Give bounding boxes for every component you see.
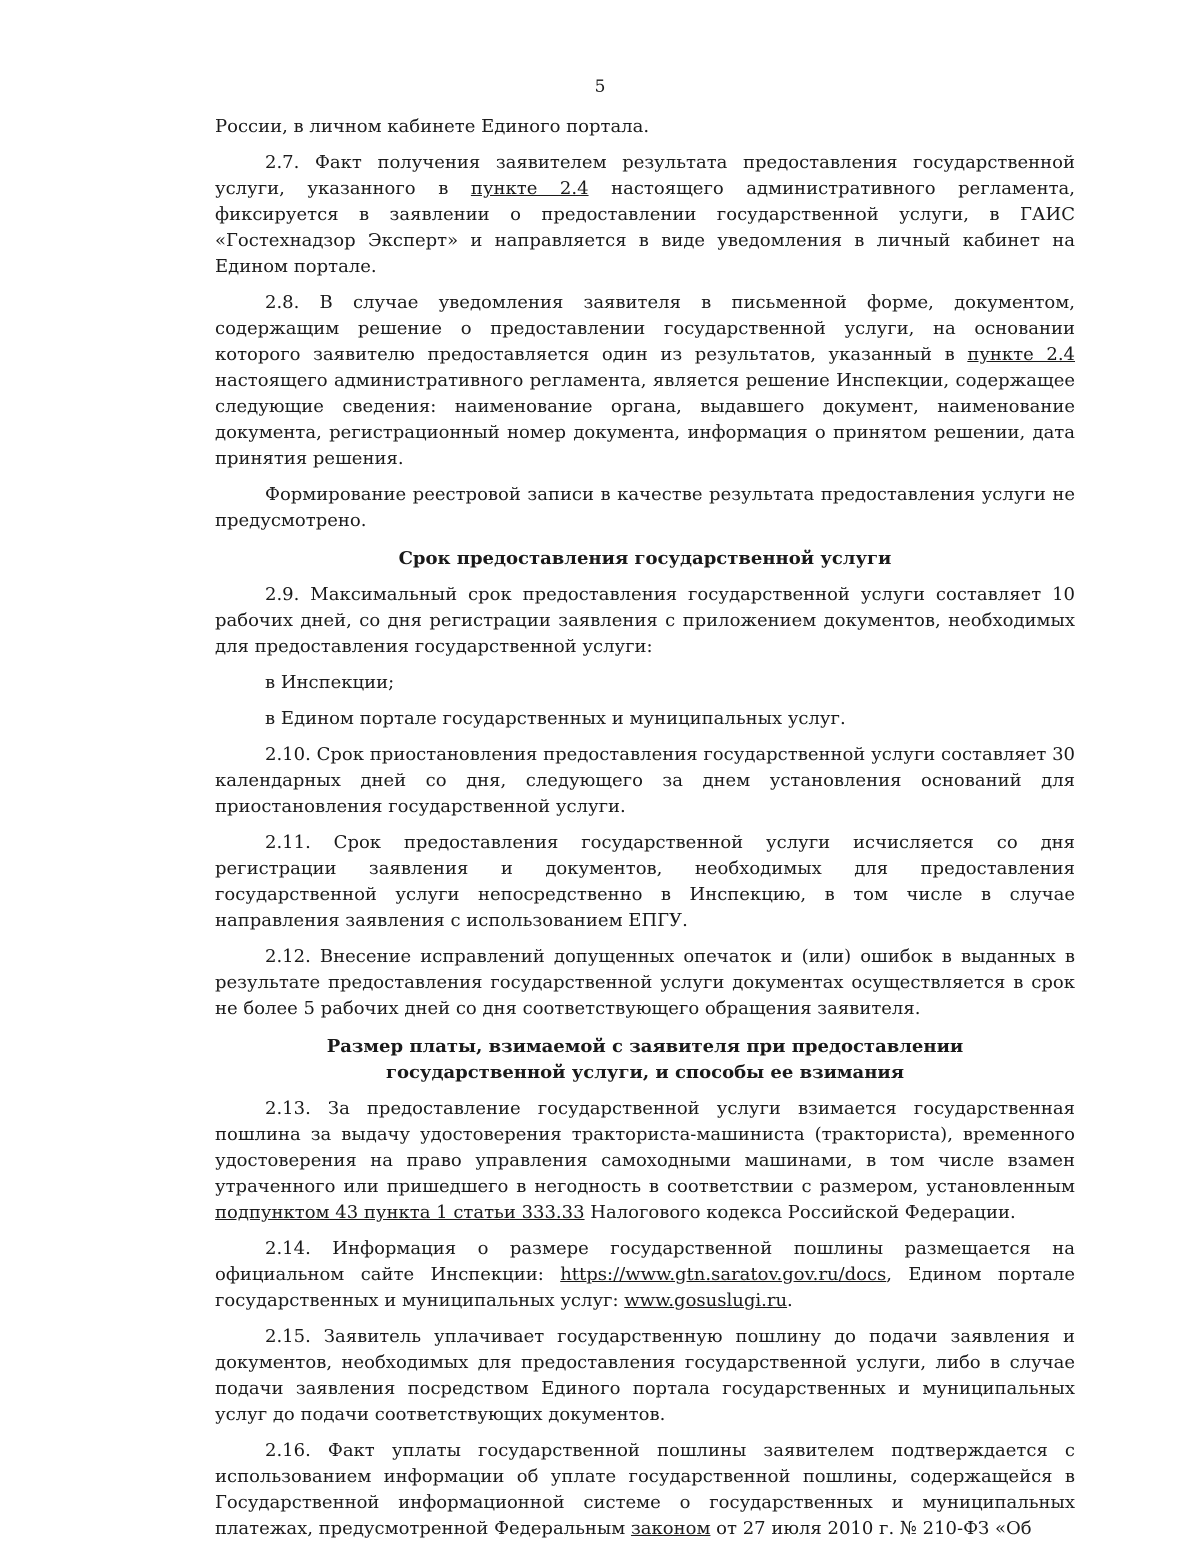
page-number: 5 xyxy=(594,77,606,97)
link-gtn-saratov[interactable]: https://www.gtn.saratov.gov.ru/docs xyxy=(560,1264,887,1285)
document-body xyxy=(215,114,1075,1542)
heading-fee-line-2: государственной услуги, и способы ее взимания xyxy=(385,1062,905,1083)
heading-fee-line-1: Размер платы, взимаемой с заявителя при предоставлении xyxy=(326,1036,964,1057)
heading-term: Срок предоставления государственной услуги xyxy=(398,548,892,569)
paragraph-2-10: 2.10. Срок приостановления предоставления государственной услуги составляет 30 календарных дней со дня, следующего за днем установления оснований для приостановления государственной услуги. xyxy=(215,744,1075,817)
link-point-2-4[interactable]: пункте 2.4 xyxy=(470,178,589,199)
paragraph-2-11: 2.11. Срок предоставления государственной услуги исчисляется со дня регистрации заявления и документов, необходимых для предоставления государственной услуги непосредственно в Инспекцию, в том числе в случае направления заявления с использованием ЕПГУ. xyxy=(215,832,1075,931)
link-tax-code-article[interactable]: подпунктом 43 пункта 1 статьи 333.33 xyxy=(215,1202,585,1223)
paragraph-2-9-item-1: в Инспекции; xyxy=(265,672,395,693)
link-federal-law[interactable]: законом xyxy=(630,1518,711,1539)
paragraph-2-16: 2.16. Факт уплаты государственной пошлины заявителем подтверждается с использованием информации об уплате государственной пошлины, содержащейся в Государственной информационной системе о государственных и муниципальных платежах, предусмотренной Федеральным законом от 27 июля 2010 г. № 210-ФЗ «Об xyxy=(215,1440,1075,1539)
paragraph-2-8: 2.8. В случае уведомления заявителя в письменной форме, документом, содержащим решение о предоставлении государственной услуги, на основании которого заявителю предоставляется один из результатов, указанный в пункте 2.4 настоящего административного регламента, является решение Инспекции, содержащее следующие сведения: наименование органа, выдавшего документ, наименование документа, регистрационный номер документа, информация о принятом решении, дата принятия решения. xyxy=(215,292,1075,469)
paragraph-2-7: 2.7. Факт получения заявителем результата предоставления государственной услуги, указанного в пункте 2.4 настоящего административного регламента, фиксируется в заявлении о предоставлении государственной услуги, в ГАИС «Гостехнадзор Эксперт» и направляется в виде уведомления в личный кабинет на Едином портале. xyxy=(215,152,1075,277)
paragraph-continuation: России, в личном кабинете Единого портала. xyxy=(215,116,650,137)
paragraph-2-9-item-2: в Едином портале государственных и муниципальных услуг. xyxy=(265,708,846,729)
paragraph-2-12: 2.12. Внесение исправлений допущенных опечаток и (или) ошибок в выданных в результате предоставления государственной услуги документах осуществляется в срок не более 5 рабочих дней со дня соответствующего обращения заявителя. xyxy=(215,946,1075,1019)
paragraph-2-15: 2.15. Заявитель уплачивает государственную пошлину до подачи заявления и документов, необходимых для предоставления государственной услуги, либо в случае подачи заявления посредством Единого портала государственных и муниципальных услуг до подачи соответствующих документов. xyxy=(215,1326,1075,1425)
heading-fee xyxy=(215,1034,1075,1086)
link-point-2-4-second[interactable]: пункте 2.4 xyxy=(967,344,1075,365)
link-gosuslugi[interactable]: www.gosuslugi.ru xyxy=(624,1290,788,1311)
paragraph-2-13: 2.13. За предоставление государственной услуги взимается государственная пошлина за выдачу удостоверения тракториста-машиниста (тракториста), временного удостоверения на право управления самоходными машинами, в том числе взамен утраченного или пришедшего в негодность в соответствии с размером, установленным подпунктом 43 пункта 1 статьи 333.33 Налогового кодекса Российской Федерации. xyxy=(215,1098,1075,1223)
paragraph-2-14: 2.14. Информация о размере государственной пошлины размещается на официальном сайте Инспекции: https://www.gtn.saratov.gov.ru/docs, Едином портале государственных и муниципальных услуг: www.gosuslugi.ru. xyxy=(215,1238,1075,1311)
paragraph-2-9: 2.9. Максимальный срок предоставления государственной услуги составляет 10 рабочих дней, со дня регистрации заявления с приложением документов, необходимых для предоставления государственной услуги: xyxy=(215,584,1075,657)
paragraph-registry: Формирование реестровой записи в качестве результата предоставления услуги не предусмотрено. xyxy=(215,484,1075,531)
